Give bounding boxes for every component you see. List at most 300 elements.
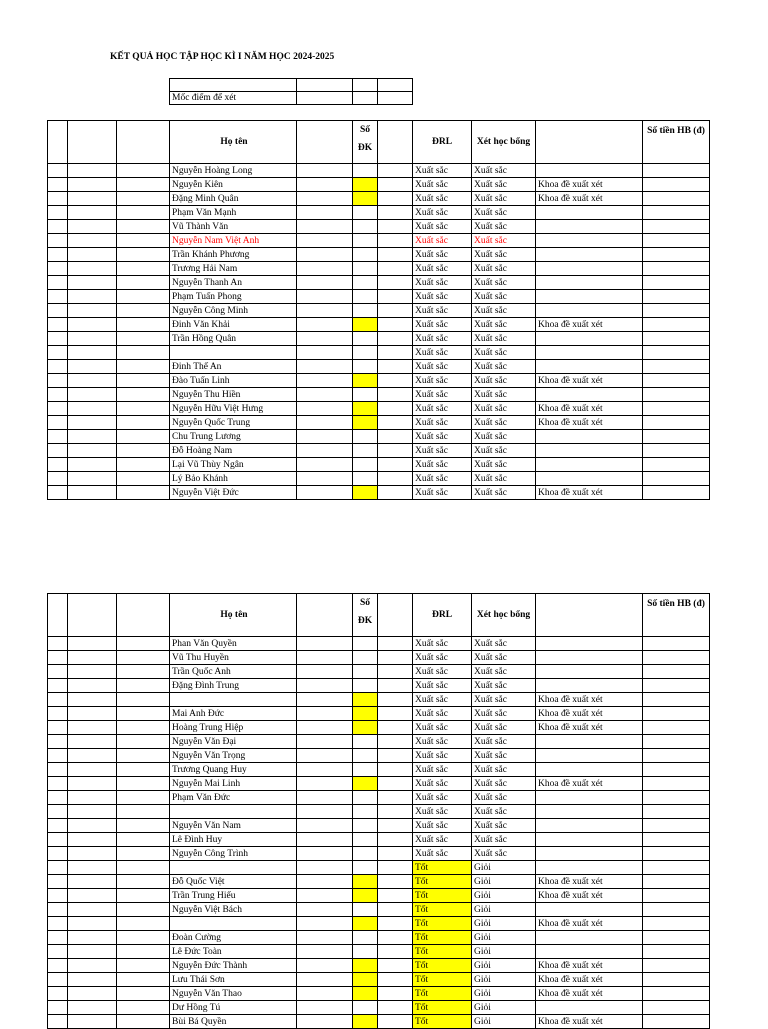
row-cell	[297, 763, 353, 777]
table-row	[48, 889, 710, 903]
so-tien-cell	[643, 458, 710, 472]
row-cell	[48, 262, 68, 276]
row-cell	[117, 861, 170, 875]
hoc-bong-cell: Xuất sắc	[472, 665, 536, 679]
dk-cell	[353, 917, 378, 931]
hoc-bong-cell: Giỏi	[472, 875, 536, 889]
row-cell	[68, 402, 117, 416]
student-name: Nguyễn Văn Đại	[170, 735, 297, 749]
hoc-bong-cell: Xuất sắc	[472, 763, 536, 777]
table-row	[48, 749, 710, 763]
row-cell	[48, 707, 68, 721]
row-cell	[378, 346, 413, 360]
drl-cell: Xuất sắc	[413, 164, 472, 178]
note-cell: Khoa đề xuất xét	[536, 973, 643, 987]
drl-cell: Xuất sắc	[413, 665, 472, 679]
row-cell	[297, 917, 353, 931]
row-cell	[378, 903, 413, 917]
so-tien-cell	[643, 318, 710, 332]
hoc-bong-cell: Xuất sắc	[472, 749, 536, 763]
row-cell	[297, 847, 353, 861]
table-row	[48, 276, 710, 290]
table-row	[48, 791, 710, 805]
drl-cell: Xuất sắc	[413, 276, 472, 290]
row-cell	[68, 721, 117, 735]
row-cell	[297, 388, 353, 402]
dk-cell	[353, 791, 378, 805]
hoc-bong-cell: Xuất sắc	[472, 234, 536, 248]
criteria-cell	[378, 92, 413, 105]
row-cell	[68, 945, 117, 959]
dk-cell	[353, 763, 378, 777]
row-cell	[378, 721, 413, 735]
dk-cell	[353, 346, 378, 360]
table-row	[48, 1015, 710, 1029]
row-cell	[68, 735, 117, 749]
row-cell	[68, 917, 117, 931]
row-cell	[48, 959, 68, 973]
criteria-cell	[353, 92, 378, 105]
student-name: Phạm Văn Mạnh	[170, 206, 297, 220]
so-tien-cell	[643, 805, 710, 819]
so-tien-cell	[643, 164, 710, 178]
hoc-bong-cell: Xuất sắc	[472, 402, 536, 416]
row-cell	[68, 749, 117, 763]
row-cell	[297, 192, 353, 206]
drl-cell: Xuất sắc	[413, 304, 472, 318]
row-cell	[68, 318, 117, 332]
row-cell	[68, 931, 117, 945]
note-cell: Khoa đề xuất xét	[536, 987, 643, 1001]
note-cell	[536, 206, 643, 220]
header-cell	[378, 121, 413, 164]
row-cell	[117, 931, 170, 945]
table-row	[48, 332, 710, 346]
row-cell	[48, 290, 68, 304]
criteria-cell	[378, 79, 413, 92]
hoc-bong-cell: Xuất sắc	[472, 346, 536, 360]
row-cell	[117, 486, 170, 500]
so-tien-cell	[643, 444, 710, 458]
criteria-cell	[353, 79, 378, 92]
table-row	[48, 637, 710, 651]
row-cell	[297, 290, 353, 304]
hoc-bong-cell: Xuất sắc	[472, 416, 536, 430]
hoc-bong-cell: Xuất sắc	[472, 693, 536, 707]
row-cell	[117, 304, 170, 318]
row-cell	[68, 374, 117, 388]
row-cell	[297, 346, 353, 360]
drl-cell: Xuất sắc	[413, 220, 472, 234]
header-cell	[297, 121, 353, 164]
header-drl: ĐRL	[413, 121, 472, 164]
row-cell	[48, 945, 68, 959]
row-cell	[48, 416, 68, 430]
row-cell	[117, 318, 170, 332]
dk-cell	[353, 637, 378, 651]
dk-cell	[353, 861, 378, 875]
table-row	[48, 707, 710, 721]
row-cell	[378, 234, 413, 248]
so-tien-cell	[643, 332, 710, 346]
row-cell	[297, 973, 353, 987]
table-row	[48, 721, 710, 735]
row-cell	[297, 430, 353, 444]
header-name: Họ tên	[170, 121, 297, 164]
note-cell	[536, 262, 643, 276]
hoc-bong-cell: Giỏi	[472, 917, 536, 931]
student-name: Lý Bảo Khánh	[170, 472, 297, 486]
so-tien-cell	[643, 777, 710, 791]
so-tien-cell	[643, 847, 710, 861]
row-cell	[48, 791, 68, 805]
note-cell	[536, 1001, 643, 1015]
row-cell	[378, 693, 413, 707]
drl-cell: Tốt	[413, 973, 472, 987]
row-cell	[68, 472, 117, 486]
row-cell	[48, 763, 68, 777]
hoc-bong-cell: Xuất sắc	[472, 707, 536, 721]
table-row	[48, 777, 710, 791]
row-cell	[68, 290, 117, 304]
student-name: Đỗ Hoàng Nam	[170, 444, 297, 458]
row-cell	[378, 430, 413, 444]
note-cell	[536, 290, 643, 304]
hoc-bong-cell: Xuất sắc	[472, 679, 536, 693]
table-row	[48, 472, 710, 486]
table-row	[48, 665, 710, 679]
row-cell	[48, 192, 68, 206]
row-cell	[48, 444, 68, 458]
header-cell	[68, 121, 117, 164]
row-cell	[378, 735, 413, 749]
drl-cell: Xuất sắc	[413, 721, 472, 735]
row-cell	[378, 665, 413, 679]
row-cell	[297, 472, 353, 486]
dk-cell	[353, 987, 378, 1001]
student-name: Dư Hồng Tú	[170, 1001, 297, 1015]
row-cell	[48, 637, 68, 651]
table-header-row	[48, 121, 710, 164]
dk-cell	[353, 388, 378, 402]
row-cell	[48, 220, 68, 234]
header-xet-hoc-bong: Xét học bổng	[472, 121, 536, 164]
dk-cell	[353, 875, 378, 889]
row-cell	[117, 959, 170, 973]
student-name: Nguyễn Nam Việt Anh	[170, 234, 297, 248]
row-cell	[297, 402, 353, 416]
student-name	[170, 805, 297, 819]
note-cell: Khoa đề xuất xét	[536, 875, 643, 889]
dk-cell	[353, 164, 378, 178]
table-row	[48, 945, 710, 959]
table-row	[48, 416, 710, 430]
student-name: Đào Tuấn Linh	[170, 374, 297, 388]
row-cell	[117, 1001, 170, 1015]
so-tien-cell	[643, 903, 710, 917]
note-cell	[536, 931, 643, 945]
so-tien-cell	[643, 178, 710, 192]
note-cell	[536, 472, 643, 486]
dk-cell	[353, 290, 378, 304]
row-cell	[48, 651, 68, 665]
hoc-bong-cell: Xuất sắc	[472, 164, 536, 178]
dk-cell	[353, 276, 378, 290]
so-tien-cell	[643, 987, 710, 1001]
row-cell	[378, 360, 413, 374]
so-tien-cell	[643, 917, 710, 931]
hoc-bong-cell: Xuất sắc	[472, 651, 536, 665]
drl-cell: Xuất sắc	[413, 444, 472, 458]
row-cell	[68, 651, 117, 665]
hoc-bong-cell: Giỏi	[472, 931, 536, 945]
student-name: Trương Quang Huy	[170, 763, 297, 777]
table-row	[48, 987, 710, 1001]
table-row	[48, 178, 710, 192]
row-cell	[117, 472, 170, 486]
row-cell	[48, 735, 68, 749]
row-cell	[68, 819, 117, 833]
dk-cell	[353, 805, 378, 819]
row-cell	[48, 721, 68, 735]
row-cell	[68, 833, 117, 847]
header-cell	[48, 121, 68, 164]
row-cell	[297, 679, 353, 693]
row-cell	[48, 1001, 68, 1015]
row-cell	[68, 220, 117, 234]
row-cell	[68, 959, 117, 973]
dk-cell	[353, 416, 378, 430]
note-cell	[536, 903, 643, 917]
row-cell	[117, 945, 170, 959]
header-cell	[48, 594, 68, 637]
row-cell	[378, 332, 413, 346]
note-cell: Khoa đề xuất xét	[536, 917, 643, 931]
row-cell	[117, 791, 170, 805]
row-cell	[297, 178, 353, 192]
student-name: Vũ Thu Huyền	[170, 651, 297, 665]
row-cell	[48, 819, 68, 833]
row-cell	[297, 987, 353, 1001]
dk-cell	[353, 430, 378, 444]
row-cell	[117, 332, 170, 346]
so-tien-cell	[643, 791, 710, 805]
table-header-row	[48, 594, 710, 637]
drl-cell: Xuất sắc	[413, 332, 472, 346]
student-name: Nguyễn Thanh An	[170, 276, 297, 290]
drl-cell: Xuất sắc	[413, 346, 472, 360]
note-cell	[536, 805, 643, 819]
drl-cell: Xuất sắc	[413, 472, 472, 486]
so-tien-cell	[643, 749, 710, 763]
note-cell	[536, 430, 643, 444]
table-row	[48, 763, 710, 777]
row-cell	[68, 791, 117, 805]
dk-cell	[353, 973, 378, 987]
row-cell	[117, 679, 170, 693]
so-tien-cell	[643, 416, 710, 430]
note-cell: Khoa đề xuất xét	[536, 192, 643, 206]
student-name: Trần Khánh Phương	[170, 248, 297, 262]
drl-cell: Xuất sắc	[413, 777, 472, 791]
table-row	[48, 402, 710, 416]
drl-cell: Xuất sắc	[413, 833, 472, 847]
row-cell	[68, 665, 117, 679]
row-cell	[297, 458, 353, 472]
so-tien-cell	[643, 973, 710, 987]
table-row	[48, 679, 710, 693]
row-cell	[297, 374, 353, 388]
table-row	[48, 917, 710, 931]
note-cell	[536, 665, 643, 679]
so-tien-cell	[643, 833, 710, 847]
drl-cell: Xuất sắc	[413, 192, 472, 206]
student-name: Nguyễn Quốc Trung	[170, 416, 297, 430]
dk-cell	[353, 262, 378, 276]
student-name: Chu Trung Lương	[170, 430, 297, 444]
dk-cell	[353, 458, 378, 472]
drl-cell: Xuất sắc	[413, 402, 472, 416]
row-cell	[68, 707, 117, 721]
note-cell	[536, 819, 643, 833]
row-cell	[297, 486, 353, 500]
student-name: Nguyễn Văn Thao	[170, 987, 297, 1001]
so-tien-cell	[643, 931, 710, 945]
drl-cell: Xuất sắc	[413, 430, 472, 444]
row-cell	[378, 973, 413, 987]
note-cell	[536, 304, 643, 318]
row-cell	[117, 192, 170, 206]
row-cell	[297, 248, 353, 262]
drl-cell: Tốt	[413, 945, 472, 959]
dk-cell	[353, 374, 378, 388]
row-cell	[48, 1015, 68, 1029]
row-cell	[68, 388, 117, 402]
row-cell	[48, 360, 68, 374]
student-name: Phạm Văn Đức	[170, 791, 297, 805]
row-cell	[378, 777, 413, 791]
row-cell	[68, 486, 117, 500]
so-tien-cell	[643, 486, 710, 500]
hoc-bong-cell: Xuất sắc	[472, 304, 536, 318]
hoc-bong-cell: Xuất sắc	[472, 833, 536, 847]
student-name: Nguyễn Văn Trọng	[170, 749, 297, 763]
row-cell	[68, 416, 117, 430]
row-cell	[297, 707, 353, 721]
dk-cell	[353, 360, 378, 374]
row-cell	[378, 318, 413, 332]
hoc-bong-cell: Giỏi	[472, 987, 536, 1001]
table-row	[48, 693, 710, 707]
hoc-bong-cell: Giỏi	[472, 1015, 536, 1029]
row-cell	[68, 262, 117, 276]
row-cell	[117, 1015, 170, 1029]
student-name: Nguyễn Việt Đức	[170, 486, 297, 500]
table-row	[48, 805, 710, 819]
note-cell	[536, 388, 643, 402]
row-cell	[297, 875, 353, 889]
row-cell	[68, 332, 117, 346]
table-row	[48, 959, 710, 973]
note-cell: Khoa đề xuất xét	[536, 721, 643, 735]
note-cell	[536, 651, 643, 665]
row-cell	[117, 847, 170, 861]
hoc-bong-cell: Xuất sắc	[472, 206, 536, 220]
row-cell	[48, 833, 68, 847]
row-cell	[117, 777, 170, 791]
row-cell	[297, 721, 353, 735]
so-tien-cell	[643, 889, 710, 903]
so-tien-cell	[643, 374, 710, 388]
note-cell	[536, 833, 643, 847]
row-cell	[297, 833, 353, 847]
row-cell	[378, 763, 413, 777]
table-row	[48, 430, 710, 444]
row-cell	[378, 959, 413, 973]
table-row	[48, 1001, 710, 1015]
row-cell	[68, 875, 117, 889]
row-cell	[48, 987, 68, 1001]
table-row	[48, 458, 710, 472]
row-cell	[68, 679, 117, 693]
hoc-bong-cell: Xuất sắc	[472, 192, 536, 206]
row-cell	[68, 861, 117, 875]
student-name: Nguyễn Hữu Việt Hưng	[170, 402, 297, 416]
table-row	[48, 875, 710, 889]
row-cell	[48, 248, 68, 262]
row-cell	[68, 847, 117, 861]
hoc-bong-cell: Xuất sắc	[472, 318, 536, 332]
so-tien-cell	[643, 721, 710, 735]
row-cell	[117, 178, 170, 192]
note-cell	[536, 637, 643, 651]
drl-cell: Xuất sắc	[413, 374, 472, 388]
row-cell	[378, 707, 413, 721]
header-drl: ĐRL	[413, 594, 472, 637]
row-cell	[48, 917, 68, 931]
dk-cell	[353, 665, 378, 679]
row-cell	[378, 651, 413, 665]
row-cell	[297, 665, 353, 679]
drl-cell: Tốt	[413, 861, 472, 875]
hoc-bong-cell: Xuất sắc	[472, 290, 536, 304]
row-cell	[68, 360, 117, 374]
header-name: Họ tên	[170, 594, 297, 637]
note-cell	[536, 735, 643, 749]
header-cell	[68, 594, 117, 637]
note-cell	[536, 444, 643, 458]
student-name: Nguyễn Công Trình	[170, 847, 297, 861]
row-cell	[48, 903, 68, 917]
row-cell	[378, 987, 413, 1001]
row-cell	[68, 1015, 117, 1029]
drl-cell: Xuất sắc	[413, 262, 472, 276]
row-cell	[48, 486, 68, 500]
row-cell	[297, 262, 353, 276]
so-tien-cell	[643, 875, 710, 889]
row-cell	[117, 763, 170, 777]
hoc-bong-cell: Giỏi	[472, 973, 536, 987]
row-cell	[117, 889, 170, 903]
drl-cell: Xuất sắc	[413, 707, 472, 721]
dk-cell	[353, 651, 378, 665]
hoc-bong-cell: Giỏi	[472, 861, 536, 875]
hoc-bong-cell: Xuất sắc	[472, 248, 536, 262]
row-cell	[117, 651, 170, 665]
row-cell	[297, 791, 353, 805]
dk-cell	[353, 472, 378, 486]
row-cell	[68, 444, 117, 458]
